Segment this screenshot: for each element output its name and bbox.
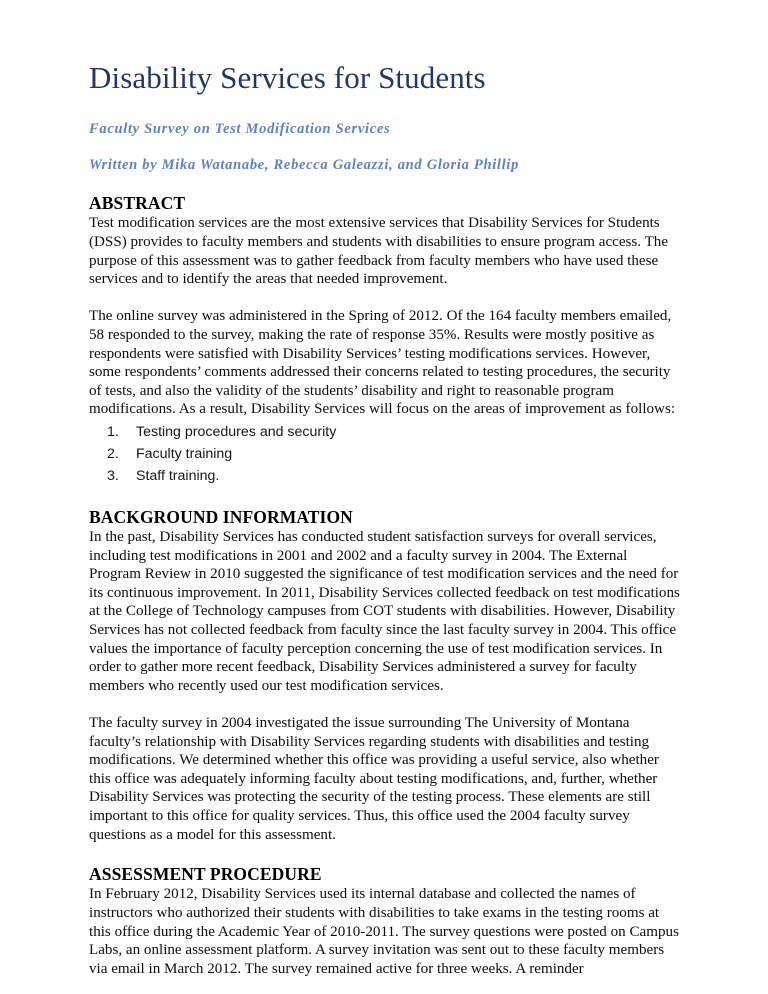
assessment-paragraph-1: In February 2012, Disability Services used its internal database and collected the names of instructors who authorized their students with disabilities to take exams in the testing rooms at this office during the Academic Year of 2010-2011. The survey questions were posted on Campus Labs, an online assessment platform. A survey invitation was sent out to these faculty members via email in March 2012. The survey remained active for three weeks. A reminder: [89, 886, 679, 977]
assessment-heading: ASSESSMENT PROCEDURE: [89, 864, 322, 885]
improvement-list: [89, 421, 680, 487]
background-heading: BACKGROUND INFORMATION: [89, 506, 353, 527]
background-paragraph-1: In the past, Disability Services has conducted student satisfaction surveys for overall services, including test modifications in 2001 and 2002 and a faculty survey in 2004. The External Program Review in 2010 suggested the significance of test modification services and the need for its continuous improvement. In 2011, Disability Services collected feedback on test modifications at the College of Technology campuses from COT students with disabilities. However, Disability Services has not collected feedback from faculty since the last faculty survey in 2004. This office values the importance of faculty perception concerning the use of test modification services. In order to gather more recent feedback, Disability Services administered a survey for faculty members who recently used our test modification services.: [89, 529, 680, 694]
list-item-label: Faculty training: [136, 445, 233, 462]
abstract-paragraph-1: Test modification services are the most extensive services that Disability Services for Students (DSS) provides to faculty members and students with disabilities to ensure program access. The purpose of this assessment was to gather feedback from faculty members who have used these services and to identify the areas that needed improvement.: [89, 215, 669, 288]
list-item: [89, 443, 680, 465]
abstract-heading: ABSTRACT: [89, 193, 186, 214]
abstract-paragraph-2: The online survey was administered in the Spring of 2012. Of the 164 faculty members emailed, 58 responded to the survey, making the rate of response 35%. Results were mostly positive as respondents were satisfied with Disability Services’ testing modifications services. However, some respondents’ comments addressed their concerns related to testing procedures, the security of tests, and also the validity of the students’ disability and right to reasonable program modifications. As a result, Disability Services will focus on the areas of improvement as follows:: [89, 308, 676, 418]
section-background: [89, 507, 680, 844]
list-item-marker: 1.: [107, 423, 119, 440]
list-item: [89, 421, 680, 443]
background-paragraph-2: The faculty survey in 2004 investigated the issue surrounding The University of Montana faculty’s relationship with Disability Services regarding students with disabilities and testing modifications. We determined whether this office was providing a useful service, also whether this office was adequately informing faculty about testing modifications, and, further, whether Disability Services was protecting the security of the testing process. These elements are still important to this office for quality services. Thus, this office used the 2004 faculty survey questions as a model for this assessment.: [89, 715, 659, 843]
document-byline: Written by Mika Watanabe, Rebecca Galeazzi, and Gloria Phillip: [89, 156, 520, 173]
list-item-marker: 3.: [107, 467, 119, 484]
list-item-label: Testing procedures and security: [136, 423, 337, 440]
list-item: [89, 465, 680, 487]
list-item-label: Staff training.: [136, 467, 220, 484]
section-assessment: [89, 864, 680, 978]
section-abstract: [89, 193, 680, 487]
document-subtitle: Faculty Survey on Test Modification Services: [89, 120, 391, 137]
page-title: Disability Services for Students: [89, 60, 486, 95]
list-item-marker: 2.: [107, 445, 119, 462]
